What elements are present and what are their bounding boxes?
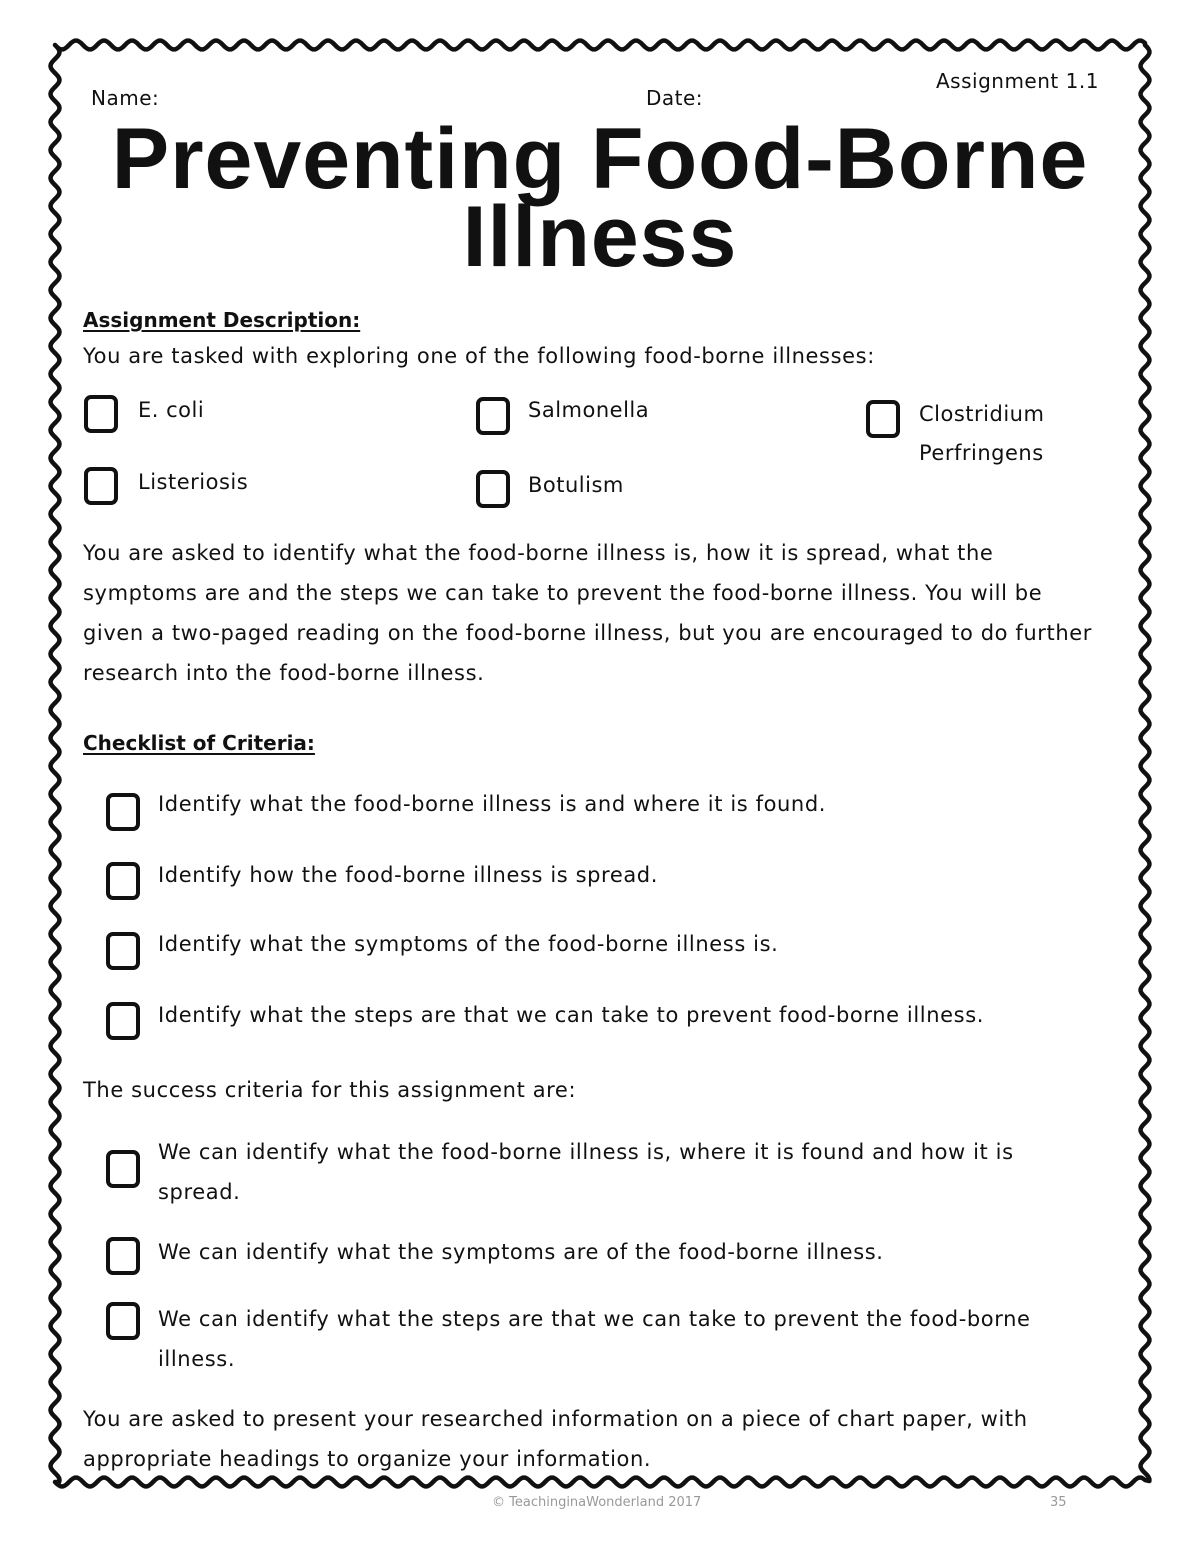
criteria-item-2: Identify how the food-borne illness is spread. bbox=[158, 863, 659, 887]
name-label: Name: bbox=[91, 86, 160, 110]
checkbox-success-1[interactable] bbox=[106, 1150, 140, 1188]
assignment-number: Assignment 1.1 bbox=[936, 69, 1099, 93]
criteria-item-3: Identify what the symptoms of the food-borne illness is. bbox=[158, 932, 779, 956]
description-paragraph: You are asked to identify what the food-borne illness is, how it is spread, what the symptoms are and the steps we can take to prevent the food-borne illness. You will be given a two-paged reading on the food-borne illness, but you are encouraged to do further research into the food-borne illness. bbox=[83, 541, 1093, 685]
page-title-line-1: Preventing Food-Borne bbox=[111, 111, 1089, 207]
checkbox-clostridium-perfringens[interactable] bbox=[866, 400, 900, 438]
option-label-salmonella: Salmonella bbox=[528, 398, 650, 422]
checkbox-criteria-3[interactable] bbox=[106, 932, 140, 970]
checkbox-salmonella[interactable] bbox=[476, 397, 510, 435]
checkbox-success-2[interactable] bbox=[106, 1237, 140, 1275]
option-label-listeriosis: Listeriosis bbox=[138, 470, 249, 494]
page-title-line-2: Illness bbox=[462, 189, 738, 285]
checkbox-criteria-2[interactable] bbox=[106, 862, 140, 900]
checkbox-criteria-4[interactable] bbox=[106, 1002, 140, 1040]
checkbox-listeriosis[interactable] bbox=[84, 467, 118, 505]
option-label-clostridium-perfringens: Clostridium Perfringens bbox=[919, 402, 1045, 465]
success-item-3: We can identify what the steps are that we can take to prevent the food-borne illness. bbox=[158, 1307, 1031, 1371]
checkbox-criteria-1[interactable] bbox=[106, 793, 140, 831]
criteria-item-1: Identify what the food-borne illness is and where it is found. bbox=[158, 792, 827, 816]
closing-paragraph: You are asked to present your researched information on a piece of chart paper, with appropriate headings to organize your information. bbox=[83, 1407, 1028, 1471]
checkbox-botulism[interactable] bbox=[476, 470, 510, 508]
checklist-heading: Checklist of Criteria: bbox=[83, 731, 315, 755]
copyright-footer: © TeachinginaWonderland 2017 bbox=[492, 1495, 702, 1510]
success-item-1: We can identify what the food-borne illness is, where it is found and how it is spread. bbox=[158, 1140, 1014, 1204]
criteria-item-4: Identify what the steps are that we can take to prevent food-borne illness. bbox=[158, 1003, 985, 1027]
success-criteria-intro: The success criteria for this assignment are: bbox=[83, 1078, 577, 1102]
checkbox-success-3[interactable] bbox=[106, 1302, 140, 1340]
option-label-botulism: Botulism bbox=[528, 473, 624, 497]
option-label-e-coli: E. coli bbox=[138, 398, 205, 422]
success-item-2: We can identify what the symptoms are of the food-borne illness. bbox=[158, 1240, 884, 1264]
assignment-description-heading: Assignment Description: bbox=[83, 308, 361, 332]
date-label: Date: bbox=[646, 86, 704, 110]
page-number: 35 bbox=[1050, 1495, 1067, 1510]
description-intro: You are tasked with exploring one of the following food-borne illnesses: bbox=[83, 344, 875, 368]
checkbox-e-coli[interactable] bbox=[84, 395, 118, 433]
